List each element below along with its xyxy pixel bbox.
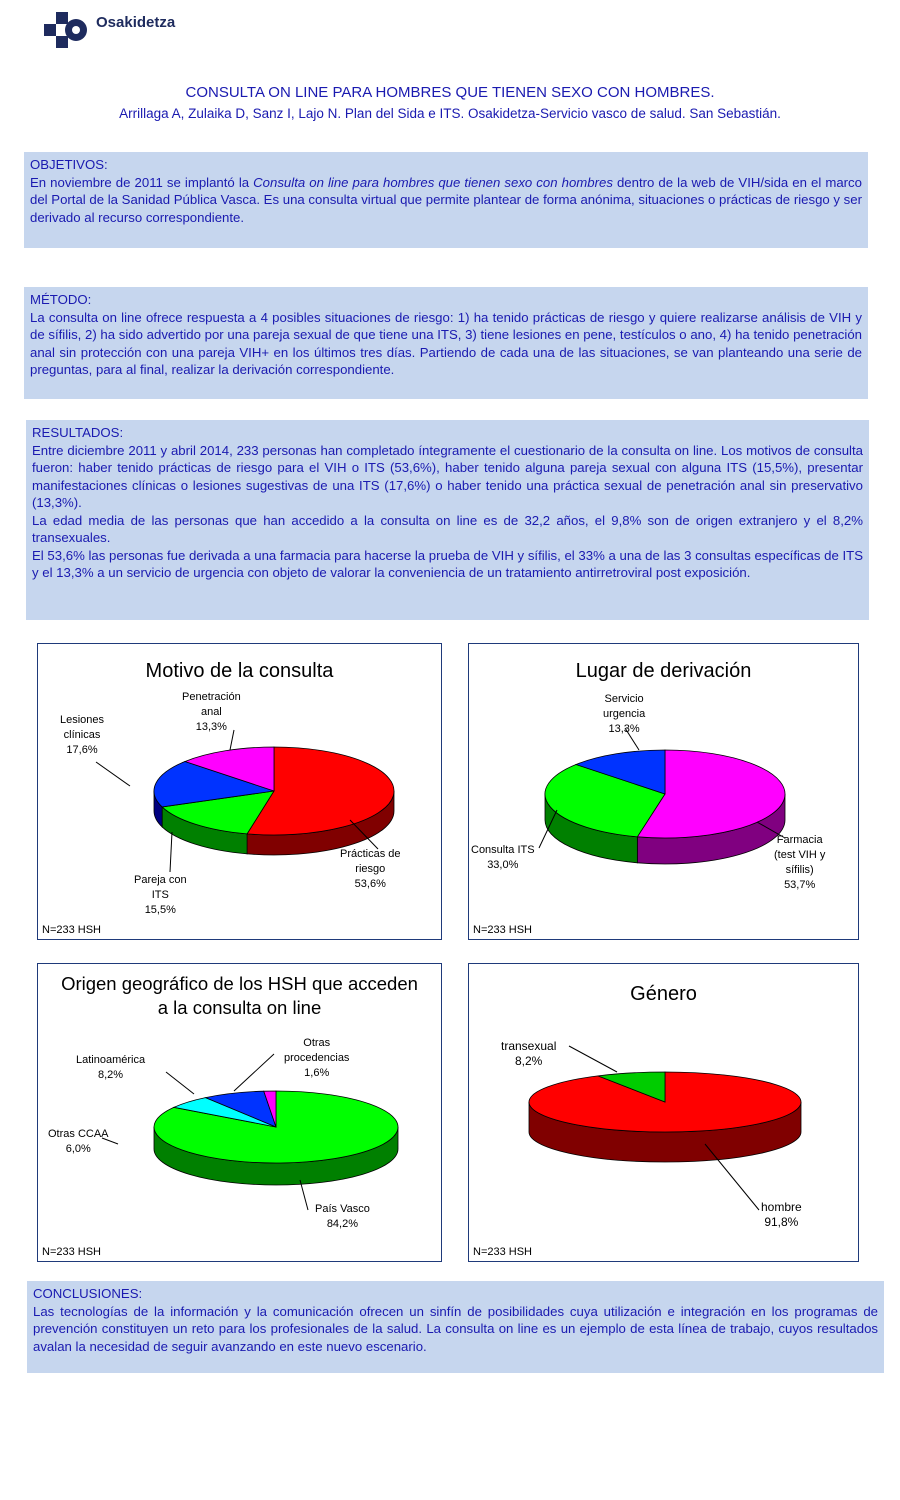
leader-line [170,832,172,872]
resultados-paragraph-1: Entre diciembre 2011 y abril 2014, 233 personas han completado íntegramente el cuestionario de la consulta on line. Los motivos de consulta fueron: haber tenido prácticas de riesgo para el VIH o ITS (53,6%), haber tenido alguna pareja sexual con alguna ITS (15,5%), presentar manifestaciones clínicas o lesiones sugestivas de una ITS (17,6%) o haber tenido una práctica sexual de penetración anal sin preservativo (13,3%). [32,442,863,510]
resultados-paragraph-2: La edad media de las personas que han accedido a la consulta on line es de 32,2 años, el 9,8% son de origen extranjero y el 8,2% transexuales. [32,512,863,545]
leader-line [234,1054,274,1091]
poster-title: CONSULTA ON LINE PARA HOMBRES QUE TIENEN SEXO CON HOMBRES. [185,84,715,101]
chart-lugar-svg [469,644,860,941]
objetivos-heading: OBJETIVOS: [30,157,108,172]
slice-label-pais-vasco: País Vasco 84,2% [315,1203,370,1230]
chart-title: Motivo de la consulta [145,660,334,682]
leader-line [569,1046,617,1072]
chart-genero [468,963,859,1262]
poster-authors: Arrillaga A, Zulaika D, Sanz I, Lajo N. Plan del Sida e ITS. Osakidetza-Servicio vasco de salud. San Sebastián. [119,106,781,121]
metodo-heading: MÉTODO: [30,292,92,307]
chart-origen-geografico [37,963,442,1262]
metodo-text: La consulta on line ofrece respuesta a 4 posibles situaciones de riesgo: 1) ha tenido prácticas de riesgo y quiere realizarse análisis de VIH y de sífilis, 2) ha sido advertido por una pareja sexual de que tiene una ITS, 3) tiene lesiones en pene, testículos o ano, 4) ha tenido penetración anal sin protección con una pareja VIH+ en los últimos tres días. Partiendo de cada una de las situaciones, se van planteando una serie de preguntas, para al final, realizar la derivación correspondiente. [30,309,862,377]
resultados-paragraph-3: El 53,6% las personas fue derivada a una farmacia para hacerse la prueba de VIH y sífilis, el 33% a una de las 3 consultas específicas de ITS y el 13,3% a un servicio de urgencia con objeto de valorar la conveniencia de un tratamiento antirretroviral post exposición. [32,547,863,580]
slice-label-consulta-its: Consulta ITS 33,0% [471,844,535,871]
chart-origen-svg [38,964,443,1263]
sample-size-label: N=233 HSH [42,924,102,936]
slice-label-otras-procedencias: Otras procedencias 1,6% [284,1037,350,1079]
conclusiones-text: Las tecnologías de la información y la comunicación ofrecen un sinfín de posibilidades cuya utilización e integración en los programas de prevención constituyen un reto para los profesionales de la salud. La consulta on line es un ejemplo de esta línea de trabajo, cuyos resultados avalan la necesidad de seguir avanzando en este nuevo escenario. [33,1303,878,1354]
slice-label-lesiones: Lesiones clínicas 17,6% [60,714,105,756]
objetivos-section [24,152,868,248]
chart-motivo-svg [38,644,443,941]
conclusiones-heading: CONCLUSIONES: [33,1286,143,1301]
slice-label-penetracion: Penetración anal 13,3% [182,691,241,733]
osakidetza-logo-mark [42,10,92,60]
slice-label-hombre: hombre 91,8% [761,1200,802,1229]
leader-line [166,1072,194,1094]
chart-title: Género [630,983,697,1005]
chart-motivo-consulta [37,643,442,940]
sample-size-label: N=233 HSH [473,924,533,936]
slice-label-farmacia: Farmacia (test VIH y sífilis) 53,7% [774,834,826,891]
chart-title: Lugar de derivación [575,660,752,682]
sample-size-label: N=233 HSH [473,1246,533,1258]
conclusiones-section [27,1281,884,1373]
resultados-heading: RESULTADOS: [32,425,124,440]
chart-lugar-derivacion [468,643,859,940]
slice-label-otras-ccaa: Otras CCAA 6,0% [48,1128,109,1155]
chart-title: Origen geográfico de los HSH que acceden a la consulta on line [61,973,418,1018]
objetivos-text: En noviembre de 2011 se implantó la Consulta on line para hombres que tienen sexo con hombres dentro de la web de VIH/sida en el marco del Portal de la Sanidad Pública Vasca. Es una consulta virtual que permite plantear de forma anónima, situaciones o prácticas de riesgo y ser derivado al recurso correspondiente. [30,174,862,225]
resultados-section [26,420,869,620]
slice-label-latinoamerica: Latinoamérica 8,2% [76,1054,146,1081]
osakidetza-logo [42,10,222,60]
leader-line [96,762,130,786]
metodo-section [24,287,868,399]
slice-label-pareja: Pareja con ITS 15,5% [134,874,187,916]
sample-size-label: N=233 HSH [42,1246,102,1258]
slice-label-servicio-urgencia: Servicio urgencia 13,3% [603,693,646,735]
slice-label-transexual: transexual 8,2% [501,1039,557,1068]
brand-name: Osakidetza [96,14,176,31]
slice-label-practicas: Prácticas de riesgo 53,6% [340,848,401,890]
